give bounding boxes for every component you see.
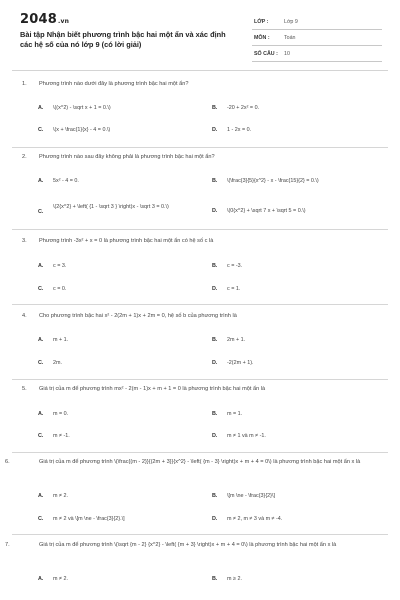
question-item: 4. Cho phương trình bậc hai x² - 2(2m + 1)x + 2m = 0, hệ số b của phương trình là A. m + 1. B. 2m + 1. C. 2m. D. -2(2m + 1). <box>12 312 388 380</box>
question-item: 1. Phương trình nào dưới đây là phương trình bậc hai một ẩn? A. \((x^2) - \sqrt x + 1 = 0.\) B. -20 + 2x² = 0. C. \(x + \frac{1}{x} - 4 = 0.\) D. 1 - 2x = 0. <box>12 80 388 148</box>
meta-subject-row <box>252 30 382 46</box>
question-stem: 1. Phương trình nào dưới đây là phương trình bậc hai một ẩn? <box>22 81 189 87</box>
meta-class-row <box>252 14 382 30</box>
worksheet-meta <box>252 14 382 62</box>
header-divider <box>12 70 388 71</box>
meta-label: LỚP : <box>254 19 269 25</box>
meta-value: Toán <box>284 35 296 41</box>
question-stem: 2. Phương trình nào sau đây không phải là phương trình bậc hai một ẩn? <box>22 154 215 160</box>
question-item: 3. Phương trình -3x² + x = 0 là phương trình bậc hai một ẩn có hệ số c là A. c = 3. B. c = -3. C. c = 0. D. c = 1. <box>12 237 388 305</box>
meta-label: MÔN : <box>254 35 270 41</box>
worksheet-header <box>0 0 400 68</box>
question-stem: 6. Giá trị của m để phương trình \(\frac{(m - 2}}{(2m + 3}}{x^2} - \left( {m - 3} \right)x + m + 4 = 0\) là phương trình bậc hai một ẩn x là <box>5 459 361 465</box>
question-item: 5. Giá trị của m để phương trình mx² - 2(m - 1)x + m + 1 = 0 là phương trình bậc hai một ẩn là A. m = 0. B. m = 1. C. m ≠ -1. D. m ≠ 1 và m ≠ -1. <box>12 385 388 453</box>
site-logo[interactable]: 2048.vn <box>20 12 70 27</box>
question-item: 6. Giá trị của m để phương trình \(\frac{(m - 2}}{(2m + 3}}{x^2} - \left( {m - 3} \right)x + m + 4 = 0\) là phương trình bậc hai một ẩn x là A. m ≠ 2. B. \[m \ne - \frac{3}{2}\] C. m ≠ 2 và \[m \ne - \frac{3}{2}.\] D. m ≠ 2, m ≠ 3 và m ≠ -4. <box>12 458 388 535</box>
meta-label: SỐ CÂU : <box>254 51 278 57</box>
question-stem: 3. Phương trình -3x² + x = 0 là phương trình bậc hai một ẩn có hệ số c là <box>22 238 214 244</box>
worksheet-title: Bài tập Nhận biết phương trình bậc hai một ẩn và xác định các hệ số của nó lớp 9 (có lời giải) <box>20 30 226 49</box>
meta-value: 10 <box>284 51 290 57</box>
meta-value: Lớp 9 <box>284 19 298 25</box>
question-stem: 4. Cho phương trình bậc hai x² - 2(2m + 1)x + 2m = 0, hệ số b của phương trình là <box>22 313 237 319</box>
meta-count-row <box>252 46 382 62</box>
question-item: 7. Giá trị của m để phương trình \(\sqrt {m - 2} {x^2} - \left( {m + 3} \right)x + m + 4 = 0\) là phương trình bậc hai một ẩn x là A. m ≠ 2. B. m ≥ 2. <box>12 541 388 600</box>
question-item: 2. Phương trình nào sau đây không phải là phương trình bậc hai một ẩn? A. 5x² - 4 = 0. B. \(\frac{3}{5}{x^2} - x - \frac{15}{2} = 0.\) C. \(2{x^2} + \left( {1 - \sqrt 3 } \right)x - \sqrt 3 = 0.\) D. \(0{x^2} + \sqrt 7 x + \sqrt 5 = 0.\) <box>12 153 388 230</box>
question-stem: 7. Giá trị của m để phương trình \(\sqrt {m - 2} {x^2} - \left( {m + 3} \right)x + m + 4 = 0\) là phương trình bậc hai một ẩn x là <box>5 542 337 548</box>
question-stem: 5. Giá trị của m để phương trình mx² - 2(m - 1)x + m + 1 = 0 là phương trình bậc hai một ẩn là <box>22 386 266 392</box>
